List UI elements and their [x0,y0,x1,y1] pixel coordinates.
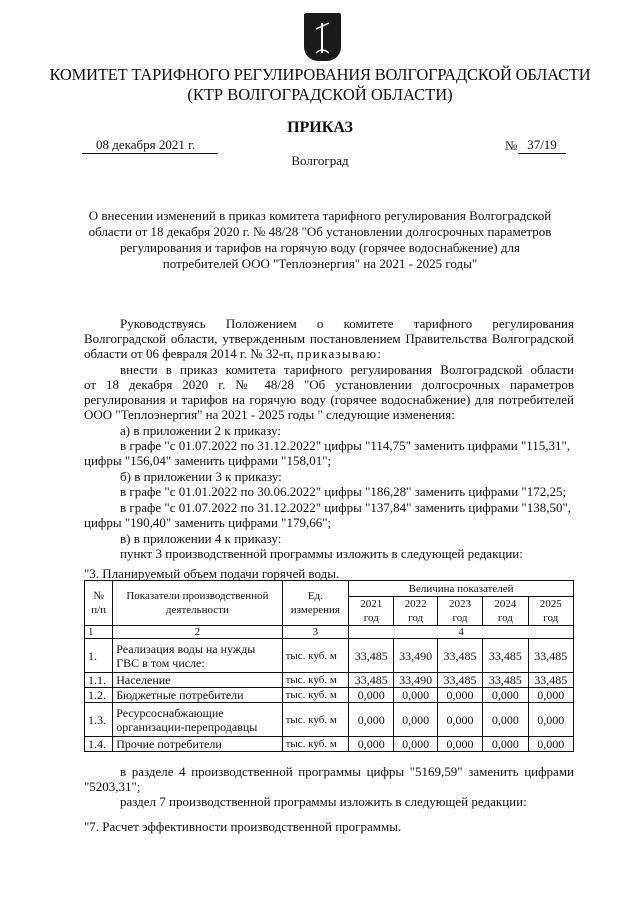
row-value: 0,000 [349,688,394,703]
row-value: 33,485 [483,639,528,673]
row-value: 0,000 [437,737,482,752]
committee-name: КОМИТЕТ ТАРИФНОГО РЕГУЛИРОВАНИЯ ВОЛГОГРАДСКОЙ ОБЛАСТИ [49,65,591,84]
header-num: № п/п [85,581,113,626]
row-value: 33,490 [394,673,437,688]
row-value: 0,000 [528,703,573,737]
row-value: 33,485 [437,639,482,673]
row-unit: тыс. куб. м [282,703,349,737]
col-index: 1 [85,626,113,639]
document-title: ПРИКАЗ [287,119,353,136]
document-number: 37/19 [518,137,566,154]
row-value: 0,000 [528,737,573,752]
row-name: Реализация воды на нужды ГВС в том числе: [113,639,282,673]
number-label: № [505,138,518,153]
committee-short-name: (КТР ВОЛГОГРАДСКОЙ ОБЛАСТИ) [187,85,453,104]
table-caption: "3. Планируемый объем подачи горячей воды. [84,566,340,581]
row-name: Ресурсоснабжающие организации-перепродавцы [113,703,282,737]
row-num: 1.1. [85,673,113,688]
col-index: 3 [282,626,349,639]
row-unit: тыс. куб. м [282,737,349,752]
row-unit: тыс. куб. м [282,688,349,703]
row-value: 33,485 [349,673,394,688]
body-p2-line3: регулирования и тарифов на горячую воду (горячее водоснабжение) для потребителей [84,392,574,407]
item-v: в) в приложении 4 к приказу: [120,531,282,546]
year-header: 2021 год [349,597,394,626]
row-value: 0,000 [349,737,394,752]
item-a-line2: цифры "156,04" заменить цифрами "158,01"; [84,453,332,468]
year-header: 2024 год [483,597,528,626]
header-name: Показатели производственной деятельности [113,581,282,626]
item-a-line1: в графе "с 01.07.2022 по 31.12.2022" цифры "114,75" заменить цифрами "115,31", [120,438,571,453]
year-header: 2025 год [528,597,573,626]
after-line3: раздел 7 производственной программы изложить в следующей редакции: [120,794,527,809]
row-name: Население [113,673,282,688]
body-p1-line1: Руководствуясь Положением о комитете тарифного регулирования [120,316,574,331]
item-b-line3: цифры "190,40" заменить цифрами "179,66"; [84,515,332,530]
row-value: 0,000 [437,688,482,703]
table-index-row [85,626,574,639]
table-row [85,688,574,703]
row-value: 0,000 [483,703,528,737]
coat-of-arms-emblem [304,13,341,61]
row-value: 0,000 [349,703,394,737]
body-p1-line2: Волгоградской области, утвержденным постановлением Правительства Волгоградской [84,331,574,346]
item-b: б) в приложении 3 к приказу: [120,469,282,484]
row-value: 0,000 [394,703,437,737]
production-plan-table [84,580,574,752]
document-date: 08 декабря 2021 г. [82,137,218,154]
body-p2-line2: от 18 декабря 2020 г. № 48/28 "Об установлении долгосрочных параметров [84,377,574,392]
year-header: 2023 год [437,597,482,626]
col-index: 2 [113,626,282,639]
item-b-line1: в графе "с 01.01.2022 по 30.06.2022" цифры "186,28" заменить цифрами "172,25; [120,484,567,499]
item-a: а) в приложении 2 к приказу: [120,423,281,438]
year-header: 2022 год [394,597,437,626]
row-value: 0,000 [528,688,573,703]
table-row [85,673,574,688]
table-row [85,737,574,752]
item-v-line1: пункт 3 производственной программы изложить в следующей редакции: [120,546,523,561]
row-value: 33,485 [437,673,482,688]
after-line1: в разделе 4 производственной программы цифры "5169,59" заменить цифрами [120,764,574,779]
body-p2-line1: внести в приказ комитета тарифного регулирования Волгоградской области [120,362,574,377]
row-value: 0,000 [437,703,482,737]
last-line: "7. Расчет эффективности производственной программы. [84,819,402,834]
row-num: 1.2. [85,688,113,703]
row-name: Прочие потребители [113,737,282,752]
row-num: 1.3. [85,703,113,737]
row-name: Бюджетные потребители [113,688,282,703]
row-num: 1.4. [85,737,113,752]
after-line2: "5203,31"; [84,779,141,794]
row-value: 0,000 [483,737,528,752]
body-p2-line4: ООО "Теплоэнергия" на 2021 - 2025 годы " следующие изменения: [84,407,455,422]
document-subject: О внесении изменений в приказ комитета тарифного регулирования Волгоградской области от 18 декабря 2020 г. № 48/28 "Об установлении долгосрочных параметров регулирования и тарифов на горячую воду (горячее водоснабжение) для потребителей ООО "Теплоэнергия" на 2021 - 2025 годы" [88,208,552,271]
row-value: 33,490 [394,639,437,673]
row-value: 0,000 [394,688,437,703]
row-unit: тыс. куб. м [282,673,349,688]
table-row [85,639,574,673]
body-p1-line3-text: области от 06 февраля 2014 г. № 32-п, [84,346,294,361]
row-unit: тыс. куб. м [282,639,349,673]
row-num: 1. [85,639,113,673]
header-values: Величина показателей [349,581,574,597]
order-word: приказываю: [296,346,383,361]
emblem-figure-icon [304,13,341,61]
row-value: 33,485 [483,673,528,688]
row-value: 33,485 [349,639,394,673]
row-value: 0,000 [394,737,437,752]
item-b-line2: в графе "с 01.07.2022 по 31.12.2022" цифры "137,84" заменить цифрами "138,50", [120,500,572,515]
table-header-row [85,581,574,597]
row-value: 33,485 [528,639,573,673]
body-p1-line3 [84,346,382,362]
row-value: 33,485 [528,673,573,688]
header-unit: Ед. измерения [282,581,349,626]
col-index: 4 [349,626,574,639]
document-city: Волгоград [291,153,349,168]
row-value: 0,000 [483,688,528,703]
table-row [85,703,574,737]
